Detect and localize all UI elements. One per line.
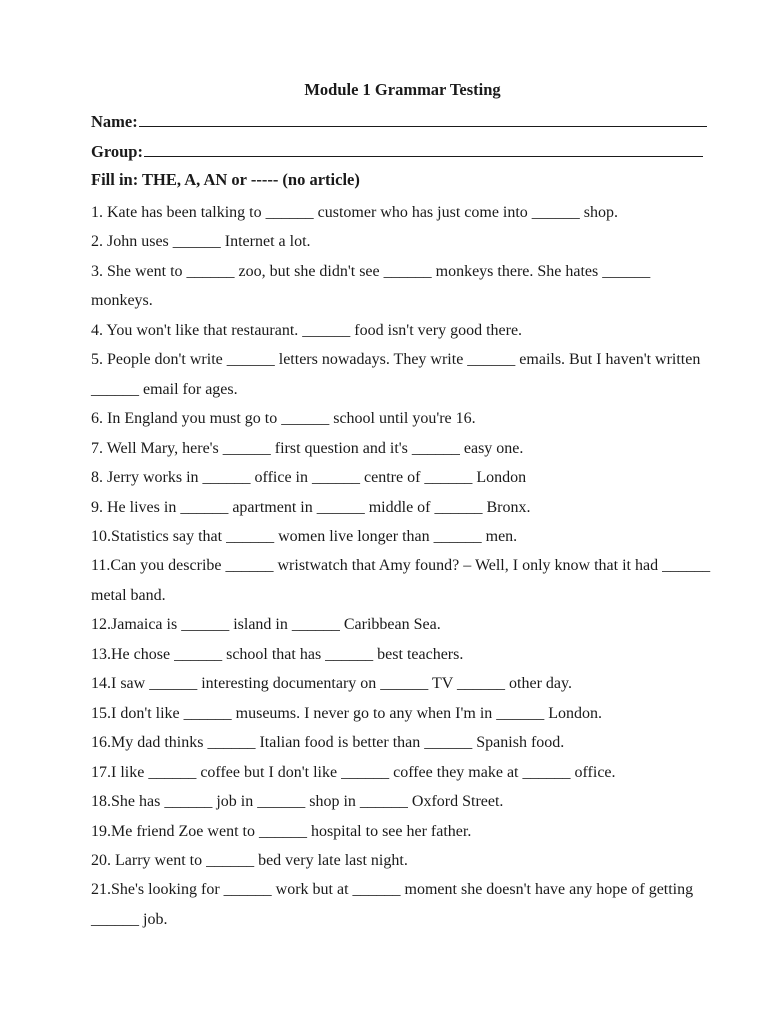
- question-item: 12.Jamaica is ______ island in ______ Caribbean Sea.: [91, 616, 441, 634]
- group-blank-line[interactable]: [144, 141, 703, 157]
- question-item: 3. She went to ______ zoo, but she didn't see ______ monkeys there. She hates ______ monkeys.: [91, 262, 651, 310]
- instructions: Fill in: THE, A, AN or ----- (no article): [91, 170, 360, 189]
- question-item: 6. In England you must go to ______ school until you're 16.: [91, 410, 476, 428]
- group-field[interactable]: [91, 141, 703, 162]
- question-item: 16.My dad thinks ______ Italian food is better than ______ Spanish food.: [91, 734, 565, 752]
- question-item: 11.Can you describe ______ wristwatch that Amy found? – Well, I only know that it had ______ metal band.: [91, 557, 711, 604]
- name-label: Name:: [91, 112, 138, 131]
- question-item: 14.I saw ______ interesting documentary on ______ TV ______ other day.: [91, 675, 572, 693]
- page-title: Module 1 Grammar Testing: [304, 80, 501, 99]
- question-item: 18.She has ______ job in ______ shop in ______ Oxford Street.: [91, 793, 504, 811]
- question-item: 1. Kate has been talking to ______ customer who has just come into ______ shop.: [91, 204, 619, 221]
- name-field[interactable]: [91, 111, 707, 132]
- group-label: Group:: [91, 142, 143, 161]
- question-item: 20. Larry went to ______ bed very late last night.: [91, 851, 408, 869]
- question-item: 10.Statistics say that ______ women live longer than ______ men.: [91, 527, 518, 545]
- name-blank-line[interactable]: [139, 111, 707, 127]
- question-item: 13.He chose ______ school that has ______ best teachers.: [91, 645, 464, 663]
- question-item: 8. Jerry works in ______ office in ______ centre of ______ London: [91, 469, 527, 487]
- question-item: 4. You won't like that restaurant. ______ food isn't very good there.: [91, 321, 523, 339]
- question-item: 9. He lives in ______ apartment in ______ middle of ______ Bronx.: [91, 498, 531, 516]
- question-item: 5. People don't write ______ letters nowadays. They write ______ emails. But I haven't written ______ email for ages.: [91, 351, 701, 398]
- question-item: 21.She's looking for ______ work but at ______ moment she doesn't have any hope of getting ______ job.: [91, 881, 694, 928]
- question-item: 15.I don't like ______ museums. I never go to any when I'm in ______ London.: [91, 704, 603, 722]
- question-item: 2. John uses ______ Internet a lot.: [91, 233, 311, 251]
- question-list: [91, 198, 716, 934]
- question-item: 19.Me friend Zoe went to ______ hospital to see her father.: [91, 822, 472, 840]
- question-item: 7. Well Mary, here's ______ first question and it's ______ easy one.: [91, 439, 524, 457]
- question-item: 17.I like ______ coffee but I don't like ______ coffee they make at ______ office.: [91, 763, 616, 781]
